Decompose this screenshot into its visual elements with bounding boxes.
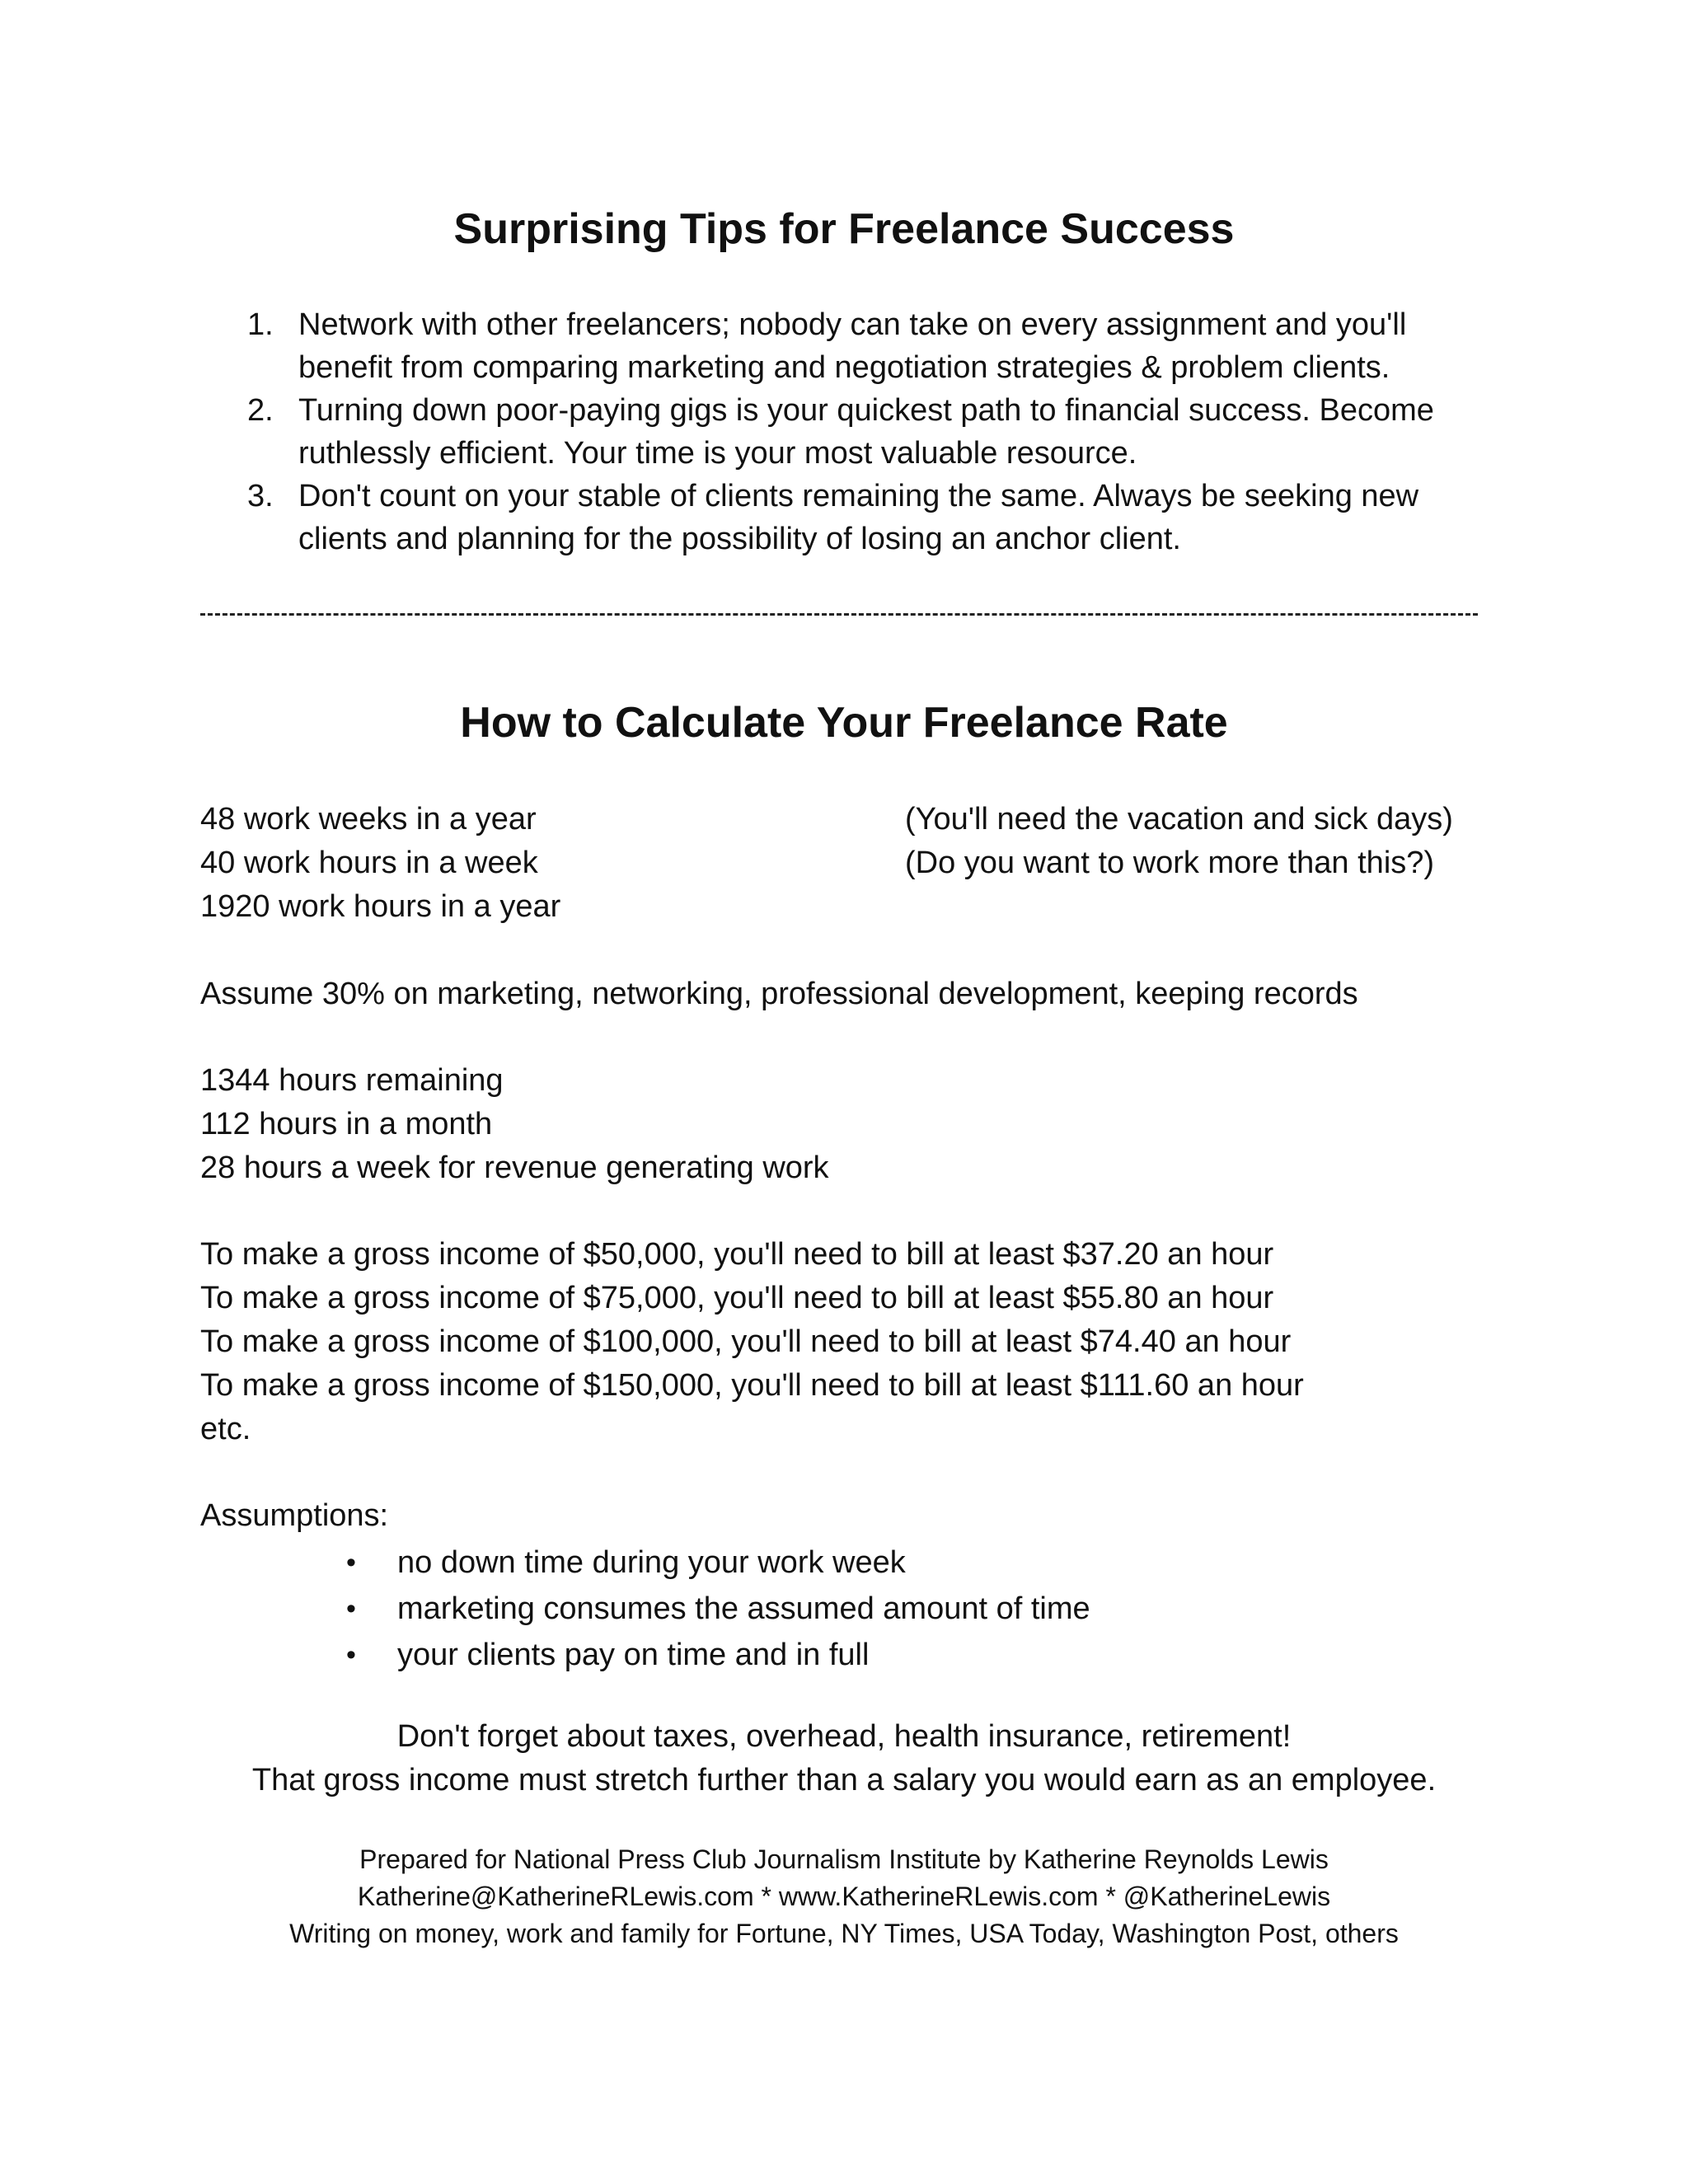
footer-bio: Writing on money, work and family for Fortune, NY Times, USA Today, Washington Post, others xyxy=(289,1919,1399,1948)
income-line: To make a gross income of $100,000, you'll need to bill at least $74.40 an hour xyxy=(200,1324,1292,1359)
tips-title: Surprising Tips for Freelance Success xyxy=(453,205,1235,253)
tip-text: Turning down poor-paying gigs is your quickest path to financial success. Become ruthlessly efficient. Your time is your most valuable resource. xyxy=(298,393,1434,471)
tip-number: 1. xyxy=(247,307,274,342)
bullet-icon: • xyxy=(346,1593,356,1624)
tip-number: 2. xyxy=(247,393,274,428)
work-hours-week-line: 40 work hours in a week xyxy=(200,846,538,880)
bullet-icon: • xyxy=(346,1639,356,1671)
income-line: To make a gross income of $150,000, you'll need to bill at least $111.60 an hour xyxy=(200,1368,1304,1403)
work-weeks-note: (You'll need the vacation and sick days) xyxy=(905,802,1453,837)
tips-list xyxy=(247,303,1500,560)
income-line: To make a gross income of $75,000, you'll need to bill at least $55.80 an hour xyxy=(200,1281,1274,1315)
tip-text: Network with other freelancers; nobody can take on every assignment and you'll benefit from comparing marketing and negotiation strategies & problem clients. xyxy=(298,307,1407,385)
hours-week-line: 28 hours a week for revenue generating work xyxy=(200,1151,829,1185)
hours-month-line: 112 hours in a month xyxy=(200,1107,493,1141)
reminder-line-1: Don't forget about taxes, overhead, health insurance, retirement! xyxy=(396,1719,1292,1754)
dashed-divider xyxy=(200,613,1478,616)
work-weeks-line: 48 work weeks in a year xyxy=(200,802,537,837)
assume-line: Assume 30% on marketing, networking, professional development, keeping records xyxy=(200,977,1358,1011)
assumption-item xyxy=(346,1540,1418,1586)
tip-number: 3. xyxy=(247,479,274,513)
footer-contact: Katherine@KatherineRLewis.com * www.KatherineRLewis.com * @KatherineLewis xyxy=(357,1882,1331,1911)
tip-item xyxy=(247,303,1500,389)
assumptions-list xyxy=(346,1540,1418,1678)
assumptions-label: Assumptions: xyxy=(200,1498,389,1533)
tip-item xyxy=(247,475,1500,560)
footer-credit: Prepared for National Press Club Journalism Institute by Katherine Reynolds Lewis xyxy=(359,1844,1329,1874)
work-hours-year-line: 1920 work hours in a year xyxy=(200,889,561,924)
assumption-item xyxy=(346,1632,1418,1678)
tip-item xyxy=(247,389,1500,475)
hours-remaining-line: 1344 hours remaining xyxy=(200,1063,504,1098)
bullet-icon: • xyxy=(346,1547,356,1578)
assumption-text: marketing consumes the assumed amount of time xyxy=(397,1591,1090,1626)
etc-line: etc. xyxy=(200,1412,251,1446)
income-line: To make a gross income of $50,000, you'll need to bill at least $37.20 an hour xyxy=(200,1237,1274,1272)
assumption-text: no down time during your work week xyxy=(397,1545,906,1580)
assumption-item xyxy=(346,1586,1418,1632)
rate-title: How to Calculate Your Freelance Rate xyxy=(460,699,1228,747)
reminder-line-2: That gross income must stretch further than a salary you would earn as an employee. xyxy=(251,1763,1437,1797)
work-hours-week-note: (Do you want to work more than this?) xyxy=(905,846,1435,880)
tip-text: Don't count on your stable of clients remaining the same. Always be seeking new clients and planning for the possibility of losing an anchor client. xyxy=(298,479,1419,556)
assumption-text: your clients pay on time and in full xyxy=(397,1638,870,1672)
